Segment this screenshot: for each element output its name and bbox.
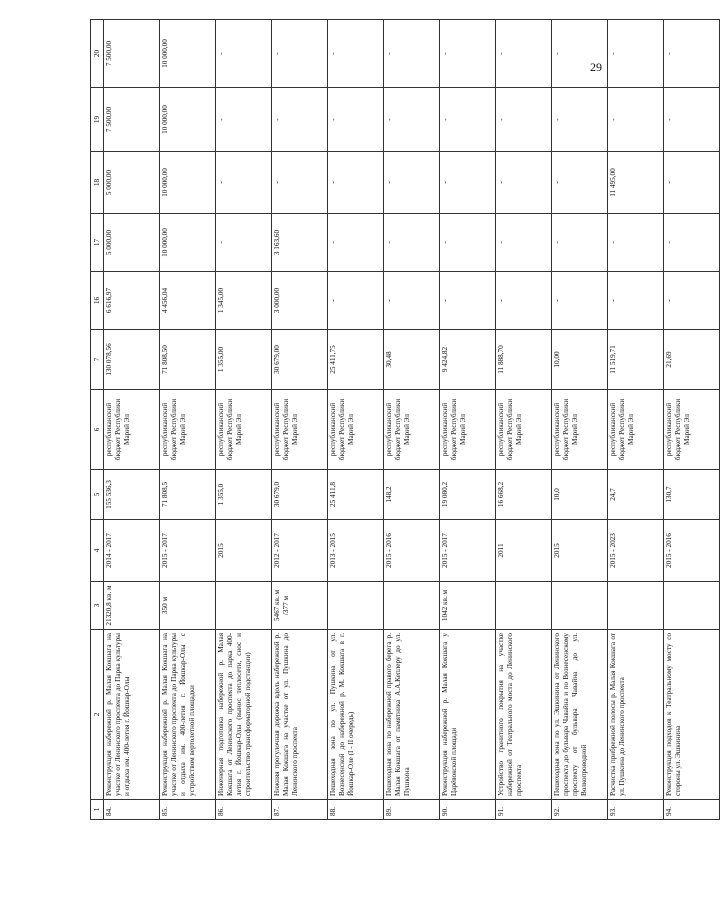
- column-header: 18: [91, 152, 104, 214]
- implementation-period-cell: 2015: [216, 520, 272, 582]
- capacity-cell: [216, 582, 272, 630]
- program-table: [90, 19, 720, 820]
- table-row: [608, 20, 664, 820]
- funding-col-19-cell: -: [384, 88, 440, 152]
- row-number-cell: 91.: [496, 800, 552, 820]
- funding-col-20-cell: -: [664, 20, 720, 88]
- object-name-cell: Инженерная подготовка набережной р. Малая Кокшага от Ленинского проспекта до парка 400-летия г. Йошкар-Олы (вынос теплосети, снос и строительство трансформаторной подстанции): [216, 630, 272, 800]
- funding-total-cell: 9 424,82: [440, 330, 496, 390]
- capacity-cell: [664, 582, 720, 630]
- object-name-cell: Пешеходная зона по ул. Эшкинина от Ленинского проспекта до бульвара Чавайна и по Вознесенскому проспекту от бульвара Чавайна до ул. Волкопроводной: [552, 630, 608, 800]
- funding-col-19-cell: -: [664, 88, 720, 152]
- table-row: [664, 20, 720, 820]
- implementation-period-cell: 2015 - 2016: [664, 520, 720, 582]
- funding-total-cell: 11 519,71: [608, 330, 664, 390]
- estimated-cost-cell: 148,2: [384, 470, 440, 520]
- row-number-cell: 84.: [104, 800, 160, 820]
- funding-col-17-cell: -: [328, 214, 384, 272]
- implementation-period-cell: 2011: [496, 520, 552, 582]
- funding-source-cell: республиканский бюджет Республики Марий Эл: [104, 390, 160, 470]
- funding-col-16-cell: -: [440, 272, 496, 330]
- funding-col-17-cell: -: [384, 214, 440, 272]
- funding-col-19-cell: -: [496, 88, 552, 152]
- estimated-cost-cell: 130,7: [664, 470, 720, 520]
- row-number-cell: 90.: [440, 800, 496, 820]
- column-header: 5: [91, 470, 104, 520]
- funding-col-20-cell: -: [384, 20, 440, 88]
- funding-col-17-cell: 10 000,00: [160, 214, 216, 272]
- funding-col-20-cell: -: [496, 20, 552, 88]
- funding-col-19-cell: -: [328, 88, 384, 152]
- row-number-cell: 89.: [384, 800, 440, 820]
- funding-col-17-cell: -: [440, 214, 496, 272]
- object-name-cell: Пешеходная зона по набережной правого берега р. Малая Кокшага от памятника А.А.Кеплеру до ул. Пушкина: [384, 630, 440, 800]
- page-number: 29: [590, 60, 602, 74]
- funding-col-18-cell: -: [272, 152, 328, 214]
- capacity-cell: [608, 582, 664, 630]
- funding-col-18-cell: -: [328, 152, 384, 214]
- funding-col-16-cell: 4 456,04: [160, 272, 216, 330]
- funding-col-17-cell: 5 000,00: [104, 214, 160, 272]
- funding-col-17-cell: 3 163,60: [272, 214, 328, 272]
- funding-col-20-cell: -: [608, 20, 664, 88]
- capacity-cell: [384, 582, 440, 630]
- implementation-period-cell: 2015 - 2017: [160, 520, 216, 582]
- funding-total-cell: 11 888,70: [496, 330, 552, 390]
- object-name-cell: Пешеходная зона по ул. Пушкина от ул. Вознесенской до набережной р. М. Кокшага в г. Йошкар-Оле (I - II очередь): [328, 630, 384, 800]
- row-number-cell: 93.: [608, 800, 664, 820]
- implementation-period-cell: 2013 - 2015: [328, 520, 384, 582]
- row-number-cell: 86.: [216, 800, 272, 820]
- column-header: 16: [91, 272, 104, 330]
- funding-col-16-cell: -: [384, 272, 440, 330]
- column-header: 19: [91, 88, 104, 152]
- column-header: 3: [91, 582, 104, 630]
- funding-col-18-cell: 5 000,00: [104, 152, 160, 214]
- funding-col-16-cell: -: [608, 272, 664, 330]
- funding-col-16-cell: -: [552, 272, 608, 330]
- funding-col-19-cell: 7 500,00: [104, 88, 160, 152]
- column-header: 6: [91, 390, 104, 470]
- funding-col-19-cell: -: [608, 88, 664, 152]
- object-name-cell: Расчистка прибрежной полосы р. Малая Кокшага от ул. Пушкина до Ленинского проспекта: [608, 630, 664, 800]
- funding-source-cell: республиканский бюджет Республики Марий Эл: [216, 390, 272, 470]
- estimated-cost-cell: 10,0: [552, 470, 608, 520]
- funding-col-17-cell: -: [608, 214, 664, 272]
- funding-col-18-cell: -: [496, 152, 552, 214]
- funding-col-16-cell: -: [496, 272, 552, 330]
- estimated-cost-cell: 155 536,3: [104, 470, 160, 520]
- funding-col-19-cell: -: [552, 88, 608, 152]
- table-row: [440, 20, 496, 820]
- funding-col-16-cell: -: [328, 272, 384, 330]
- table-row: [328, 20, 384, 820]
- funding-total-cell: 30,48: [384, 330, 440, 390]
- funding-col-20-cell: -: [272, 20, 328, 88]
- table-row: [496, 20, 552, 820]
- table-row: [552, 20, 608, 820]
- funding-total-cell: 30 679,00: [272, 330, 328, 390]
- capacity-cell: 21320,8 кв. м: [104, 582, 160, 630]
- funding-source-cell: республиканский бюджет Республики Марий Эл: [384, 390, 440, 470]
- funding-col-17-cell: -: [552, 214, 608, 272]
- funding-col-20-cell: 10 000,00: [160, 20, 216, 88]
- row-number-cell: 87.: [272, 800, 328, 820]
- capacity-cell: [496, 582, 552, 630]
- implementation-period-cell: 2015 - 2016: [384, 520, 440, 582]
- table-row: [160, 20, 216, 820]
- estimated-cost-cell: 16 668,2: [496, 470, 552, 520]
- funding-col-16-cell: 1 345,00: [216, 272, 272, 330]
- capacity-cell: 350 м: [160, 582, 216, 630]
- funding-col-19-cell: -: [440, 88, 496, 152]
- funding-col-16-cell: 6 616,97: [104, 272, 160, 330]
- funding-col-20-cell: -: [440, 20, 496, 88]
- funding-source-cell: республиканский бюджет Республики Марий Эл: [160, 390, 216, 470]
- funding-col-20-cell: -: [328, 20, 384, 88]
- implementation-period-cell: 2015 - 2017: [440, 520, 496, 582]
- funding-source-cell: республиканский бюджет Республики Марий Эл: [608, 390, 664, 470]
- table-row: [104, 20, 160, 820]
- funding-total-cell: 130 078,56: [104, 330, 160, 390]
- funding-total-cell: 10,00: [552, 330, 608, 390]
- capacity-cell: 5467 кв. м /377 м: [272, 582, 328, 630]
- table-row: [216, 20, 272, 820]
- estimated-cost-cell: 24,7: [608, 470, 664, 520]
- funding-total-cell: 25 411,75: [328, 330, 384, 390]
- column-header: 1: [91, 800, 104, 820]
- object-name-cell: Реконструкция подходов к Театральному мосту со стороны ул. Эшкинина: [664, 630, 720, 800]
- funding-source-cell: республиканский бюджет Республики Марий Эл: [496, 390, 552, 470]
- object-name-cell: Нижняя прогулочная дорожка вдоль набережной р. Малая Кокшага на участке от ул. Пушкина до Ленинского проспекта: [272, 630, 328, 800]
- funding-total-cell: 71 808,50: [160, 330, 216, 390]
- funding-col-17-cell: -: [496, 214, 552, 272]
- implementation-period-cell: 2015 - 2023: [608, 520, 664, 582]
- column-header: 2: [91, 630, 104, 800]
- funding-col-18-cell: -: [664, 152, 720, 214]
- funding-col-16-cell: -: [664, 272, 720, 330]
- funding-col-16-cell: 3 000,00: [272, 272, 328, 330]
- estimated-cost-cell: 71 808,5: [160, 470, 216, 520]
- funding-col-19-cell: 10 000,00: [160, 88, 216, 152]
- column-header: 17: [91, 214, 104, 272]
- column-header: 20: [91, 20, 104, 88]
- capacity-cell: 1042 кв. м: [440, 582, 496, 630]
- row-number-cell: 88.: [328, 800, 384, 820]
- funding-source-cell: республиканский бюджет Республики Марий Эл: [552, 390, 608, 470]
- object-name-cell: Реконструкция набережной р. Малая Кокшага на участке от Ленинского проспекта до Парка культуры и отдыха им. 400-летия г. Йошкар-Олы: [104, 630, 160, 800]
- funding-col-17-cell: -: [664, 214, 720, 272]
- column-number-row: [91, 20, 104, 820]
- funding-total-cell: 21,69: [664, 330, 720, 390]
- funding-col-18-cell: -: [552, 152, 608, 214]
- implementation-period-cell: 2012 - 2017: [272, 520, 328, 582]
- funding-col-17-cell: -: [216, 214, 272, 272]
- object-name-cell: Устройство гранитного покрытия на участке набережной от Театрального моста до Ленинского проспекта: [496, 630, 552, 800]
- funding-col-18-cell: -: [440, 152, 496, 214]
- column-header: 4: [91, 520, 104, 582]
- funding-col-20-cell: 7 500,00: [104, 20, 160, 88]
- estimated-cost-cell: 1 355,0: [216, 470, 272, 520]
- funding-col-20-cell: -: [552, 20, 608, 88]
- rotated-table-container: [90, 20, 691, 820]
- funding-col-19-cell: -: [272, 88, 328, 152]
- estimated-cost-cell: 25 411,8: [328, 470, 384, 520]
- funding-col-20-cell: -: [216, 20, 272, 88]
- row-number-cell: 85.: [160, 800, 216, 820]
- funding-col-18-cell: -: [384, 152, 440, 214]
- funding-col-18-cell: 10 000,00: [160, 152, 216, 214]
- capacity-cell: [328, 582, 384, 630]
- funding-source-cell: республиканский бюджет Республики Марий Эл: [440, 390, 496, 470]
- row-number-cell: 92.: [552, 800, 608, 820]
- funding-col-18-cell: -: [216, 152, 272, 214]
- implementation-period-cell: 2014 - 2017: [104, 520, 160, 582]
- capacity-cell: [552, 582, 608, 630]
- funding-col-19-cell: -: [216, 88, 272, 152]
- funding-source-cell: республиканский бюджет Республики Марий Эл: [272, 390, 328, 470]
- funding-col-18-cell: 11 495,00: [608, 152, 664, 214]
- implementation-period-cell: 2015: [552, 520, 608, 582]
- object-name-cell: Реконструкция набережной р. Малая Кокшага у Царёвокской площади: [440, 630, 496, 800]
- funding-source-cell: республиканский бюджет Республики Марий Эл: [664, 390, 720, 470]
- funding-source-cell: республиканский бюджет Республики Марий Эл: [328, 390, 384, 470]
- funding-total-cell: 1 355,00: [216, 330, 272, 390]
- table-row: [384, 20, 440, 820]
- estimated-cost-cell: 30 679,0: [272, 470, 328, 520]
- estimated-cost-cell: 19 080,2: [440, 470, 496, 520]
- row-number-cell: 94.: [664, 800, 720, 820]
- column-header: 7: [91, 330, 104, 390]
- table-row: [272, 20, 328, 820]
- object-name-cell: Реконструкция набережной р. Малая Кокшага на участке от Ленинского проспекта до Парка культуры и отдыха им. 400-летия г. Йошкар-Олы с устройством вертолетной площадки: [160, 630, 216, 800]
